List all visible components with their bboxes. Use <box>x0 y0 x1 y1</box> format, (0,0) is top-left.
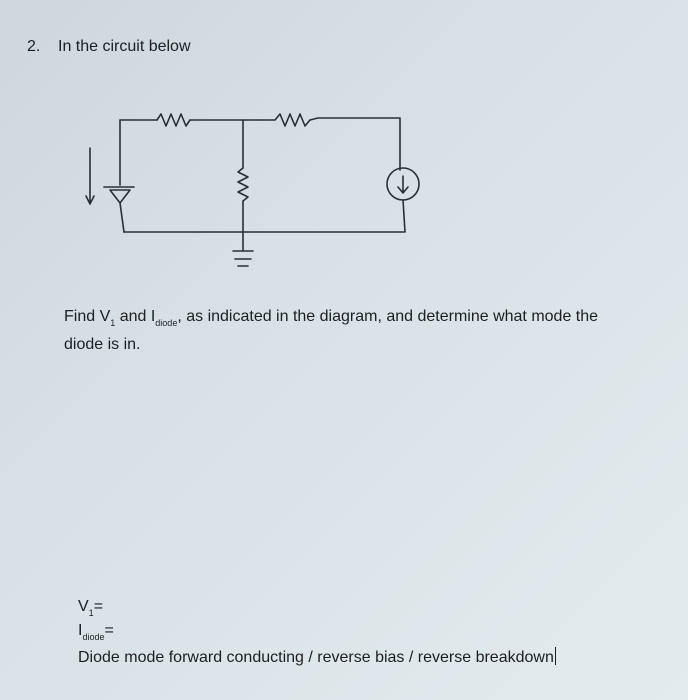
mode-option-forward[interactable]: forward conducting <box>168 649 304 666</box>
v1-equals: = <box>93 598 104 615</box>
mode-option-reverse-breakdown[interactable]: reverse breakdown <box>417 649 554 666</box>
mode-option-reverse-bias[interactable]: reverse bias <box>317 649 405 666</box>
idiode-equals: = <box>104 622 114 639</box>
prompt-part-2: and I <box>115 308 156 325</box>
text-cursor-icon <box>555 647 557 665</box>
prompt-line-2: diode is in. <box>64 336 141 353</box>
ground-icon <box>233 251 253 266</box>
v1-subscript: 1 <box>88 608 94 618</box>
prompt-part-3: , as indicated in the diagram, and determine what mode the <box>177 308 599 325</box>
diode-mode-line[interactable] <box>78 647 556 667</box>
idiode-subscript: diode <box>82 632 105 642</box>
current-source-arrow-icon <box>398 176 408 193</box>
wire-right-bottom <box>124 200 405 232</box>
v1-indicator-icon <box>86 148 94 204</box>
diode-icon <box>104 187 134 232</box>
question-title: In the circuit below <box>58 38 191 55</box>
idiode-answer-line <box>78 622 114 640</box>
wire-top-right <box>310 118 400 170</box>
mode-separator: / <box>303 649 318 666</box>
mode-label: Diode mode <box>78 649 165 666</box>
question-number: 2. <box>27 38 41 55</box>
prompt-part-1: Find V <box>64 308 111 325</box>
prompt-line-1 <box>64 308 598 326</box>
resistor-icon <box>157 114 190 126</box>
resistor-icon <box>238 168 248 201</box>
mode-separator: / <box>404 649 418 666</box>
v1-label: V <box>78 598 89 615</box>
prompt-i-subscript: diode <box>155 318 178 328</box>
idiode-label: I <box>78 622 83 639</box>
prompt-v-subscript: 1 <box>110 318 116 328</box>
v1-answer-line <box>78 598 103 616</box>
resistor-icon <box>259 114 310 126</box>
